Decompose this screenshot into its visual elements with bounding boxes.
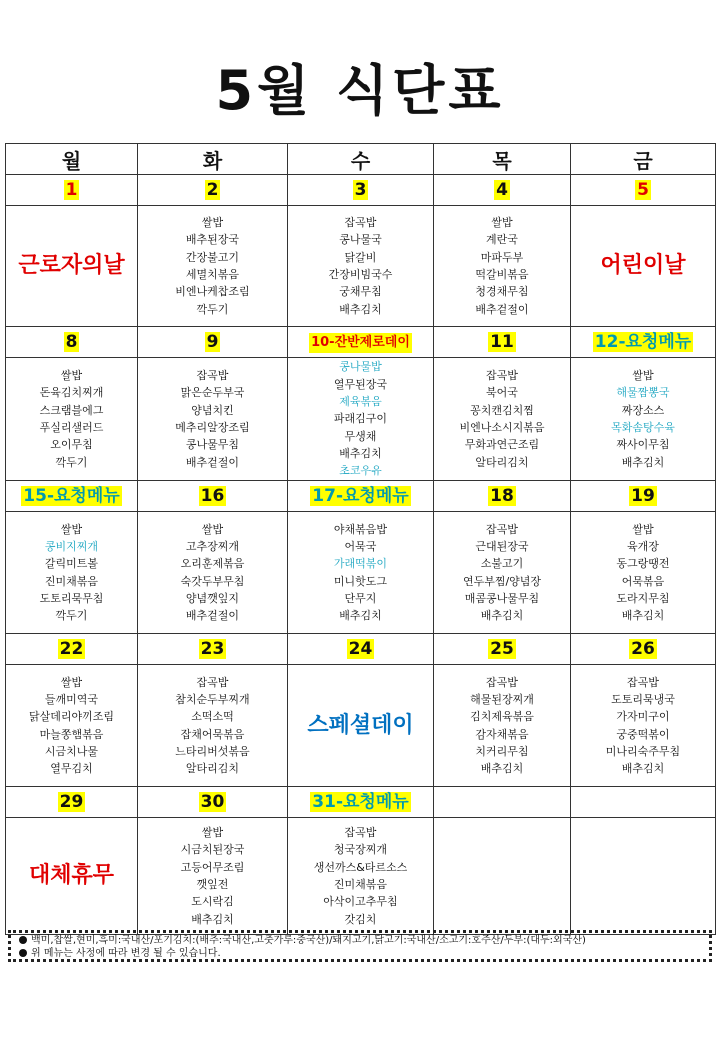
meal-cell bbox=[434, 665, 571, 787]
weekday-thu: 목 bbox=[434, 144, 571, 175]
menu-item: 들깨미역국 bbox=[44, 692, 99, 706]
meal-cell bbox=[138, 512, 288, 634]
date-label: 12-요청메뉴 bbox=[594, 332, 692, 352]
menu-item: 간장비빔국수 bbox=[328, 268, 393, 281]
menu-item: 배추김치 bbox=[339, 609, 382, 623]
menu-item: 미니핫도그 bbox=[333, 574, 388, 588]
menu-item: 쌀밥 bbox=[201, 826, 224, 840]
menu-item: 잡채어묵볶음 bbox=[180, 727, 245, 741]
menu-item: 초코우유 bbox=[339, 464, 382, 478]
menu-item: 쌀밥 bbox=[60, 369, 83, 383]
meal-row bbox=[6, 358, 716, 481]
date-cell bbox=[288, 327, 434, 358]
meal-cell bbox=[6, 665, 138, 787]
menu-item: 무생채 bbox=[344, 429, 377, 443]
menu-item: 파래김구이 bbox=[333, 412, 388, 426]
menu-item: 콩나물무침 bbox=[185, 438, 240, 452]
meal-cell bbox=[571, 512, 716, 634]
menu-item: 알타리김치 bbox=[475, 455, 529, 469]
menu-item: 쌀밥 bbox=[201, 522, 224, 536]
meal-cell bbox=[6, 206, 138, 327]
menu-item: 깍두기 bbox=[55, 455, 88, 469]
meal-row bbox=[6, 206, 716, 327]
page-title: 5월 식단표 bbox=[215, 59, 505, 122]
menu-item: 느타리버섯볶음 bbox=[175, 744, 250, 758]
menu-item: 닭갈비 bbox=[344, 250, 377, 264]
special-day-label: 대체휴무 bbox=[28, 863, 114, 889]
menu-item: 양념깻잎지 bbox=[185, 591, 240, 605]
menu-item: 단무지 bbox=[344, 591, 377, 605]
menu-item: 잡곡밥 bbox=[486, 369, 518, 383]
change-note: 위 메뉴는 사정에 따라 변경 될 수 있습니다. bbox=[31, 948, 221, 959]
meal-cell bbox=[571, 358, 716, 481]
date-row bbox=[6, 175, 716, 206]
meal-cell bbox=[138, 818, 288, 935]
menu-item: 어묵국 bbox=[344, 539, 377, 553]
menu-item: 어묵볶음 bbox=[621, 574, 665, 588]
menu-item: 배추겉절이 bbox=[185, 455, 240, 469]
menu-item: 떡갈비볶음 bbox=[475, 268, 529, 281]
menu-item: 배추김치 bbox=[191, 912, 234, 926]
special-day-label: 스페셜데이 bbox=[307, 712, 414, 738]
meal-cell bbox=[6, 512, 138, 634]
menu-item: 청국장찌개 bbox=[333, 843, 388, 857]
menu-item: 배추된장국 bbox=[185, 233, 240, 247]
date-label: 1 bbox=[65, 180, 78, 200]
menu-item: 매콤콩나물무침 bbox=[464, 591, 540, 605]
menu-item: 잡곡밥 bbox=[344, 216, 377, 230]
date-label: 15-요청메뉴 bbox=[23, 486, 120, 506]
meal-row bbox=[6, 512, 716, 634]
menu-item: 잡곡밥 bbox=[486, 675, 518, 689]
menu-item: 잡곡밥 bbox=[486, 522, 518, 536]
menu-item: 맑은순두부국 bbox=[180, 386, 245, 400]
menu-item: 근대된장국 bbox=[475, 539, 529, 553]
date-cell bbox=[288, 634, 434, 665]
date-label: 10-잔반제로데이 bbox=[309, 333, 412, 353]
date-cell bbox=[288, 175, 434, 206]
date-label: 25 bbox=[490, 639, 514, 659]
date-cell bbox=[138, 481, 288, 512]
date-cell bbox=[434, 327, 571, 358]
date-label: 30 bbox=[200, 792, 225, 812]
menu-item: 비엔나케찹조림 bbox=[175, 285, 250, 299]
menu-item: 도라지무침 bbox=[616, 591, 670, 605]
menu-item: 배추겉절이 bbox=[475, 302, 529, 316]
menu-item: 계란국 bbox=[486, 233, 518, 247]
menu-item: 쌀밥 bbox=[632, 369, 654, 383]
meal-cell bbox=[434, 818, 571, 935]
menu-item: 비엔나소시지볶음 bbox=[459, 421, 545, 434]
menu-item: 푸실리샐러드 bbox=[39, 421, 104, 434]
menu-item: 열무된장국 bbox=[333, 377, 388, 391]
menu-item: 청경채무침 bbox=[475, 285, 529, 299]
menu-item: 마파두부 bbox=[480, 250, 524, 264]
menu-item: 콩나물국 bbox=[339, 233, 382, 247]
date-cell bbox=[6, 787, 138, 818]
menu-item: 열무김치 bbox=[50, 762, 93, 776]
menu-item: 치커리무침 bbox=[475, 744, 529, 758]
menu-item: 배추김치 bbox=[621, 762, 665, 776]
date-label: 26 bbox=[631, 639, 655, 659]
meal-cell bbox=[288, 206, 434, 327]
menu-item: 숙갓두부무침 bbox=[180, 574, 245, 588]
menu-item: 무화과연근조림 bbox=[464, 438, 540, 452]
menu-item: 동그랑땡전 bbox=[616, 557, 670, 571]
date-label: 19 bbox=[631, 486, 655, 506]
weekday-wed: 수 bbox=[288, 144, 434, 175]
date-row bbox=[6, 787, 716, 818]
menu-item: 북어국 bbox=[486, 386, 518, 400]
menu-item: 쌀밥 bbox=[491, 216, 513, 230]
meal-cell bbox=[288, 665, 434, 787]
menu-item: 메추리알장조림 bbox=[175, 421, 250, 434]
date-cell bbox=[6, 634, 138, 665]
meal-calendar-table bbox=[5, 143, 716, 935]
menu-item: 잡곡밥 bbox=[196, 675, 229, 689]
date-label: 18 bbox=[490, 486, 514, 506]
meal-cell bbox=[434, 206, 571, 327]
meal-row bbox=[6, 818, 716, 935]
menu-item: 콩나물밥 bbox=[339, 360, 382, 374]
date-cell bbox=[6, 327, 138, 358]
menu-item: 육개장 bbox=[627, 539, 659, 553]
change-note-row bbox=[19, 947, 709, 960]
origin-note: 백미,찹쌀,현미,흑미:국내산/포기김치:(배추:국내산,고춧가루:중국산)/돼지고기,닭고기:국내산/소고기:호주산/두부:(대두:외국산) bbox=[31, 935, 586, 946]
menu-item: 김치제육볶음 bbox=[470, 710, 534, 724]
menu-item: 궁중떡볶이 bbox=[616, 727, 670, 741]
meal-cell bbox=[6, 358, 138, 481]
menu-item: 도시락김 bbox=[191, 895, 234, 909]
menu-item: 알타리김치 bbox=[185, 762, 240, 776]
meal-cell bbox=[571, 818, 716, 935]
menu-item: 배추김치 bbox=[339, 446, 382, 460]
menu-item: 잡곡밥 bbox=[627, 675, 659, 689]
menu-item: 배추김치 bbox=[480, 762, 524, 776]
menu-item: 간장불고기 bbox=[185, 250, 240, 264]
date-label: 4 bbox=[496, 180, 508, 200]
date-label: 17-요청메뉴 bbox=[312, 486, 409, 506]
date-label: 29 bbox=[59, 792, 84, 812]
meal-cell bbox=[138, 665, 288, 787]
menu-item: 제육볶음 bbox=[339, 395, 382, 409]
date-label: 31-요청메뉴 bbox=[312, 792, 409, 812]
menu-item: 배추겉절이 bbox=[185, 609, 240, 623]
menu-item: 깍두기 bbox=[55, 609, 88, 623]
meal-cell bbox=[571, 665, 716, 787]
bullet-icon bbox=[19, 936, 27, 944]
menu-item: 진미채볶음 bbox=[44, 574, 99, 588]
menu-item: 세멸치볶음 bbox=[185, 268, 240, 281]
menu-item: 양념치킨 bbox=[191, 403, 234, 417]
menu-item: 오리훈제볶음 bbox=[180, 557, 245, 571]
date-row bbox=[6, 327, 716, 358]
date-cell bbox=[434, 634, 571, 665]
menu-item: 닭살데리야끼조림 bbox=[28, 710, 114, 724]
menu-item: 참치순두부찌개 bbox=[175, 692, 250, 706]
weekday-mon: 월 bbox=[6, 144, 138, 175]
menu-item: 깻잎전 bbox=[196, 878, 229, 891]
menu-item: 스크램블에그 bbox=[39, 403, 104, 417]
menu-item: 아삭이고추무침 bbox=[323, 895, 398, 909]
menu-item: 진미채볶음 bbox=[333, 878, 388, 891]
menu-item: 갓김치 bbox=[344, 912, 377, 926]
date-cell bbox=[571, 634, 716, 665]
bullet-icon bbox=[19, 949, 27, 957]
menu-item: 짜사이무침 bbox=[616, 438, 670, 452]
meal-cell bbox=[288, 358, 434, 481]
menu-item: 해물된장찌개 bbox=[470, 692, 534, 706]
menu-item: 갈릭미트볼 bbox=[44, 557, 99, 571]
menu-item: 고추장찌개 bbox=[185, 539, 240, 553]
meal-cell bbox=[138, 358, 288, 481]
date-cell bbox=[434, 175, 571, 206]
date-cell bbox=[6, 481, 138, 512]
date-label: 16 bbox=[200, 486, 225, 506]
date-cell bbox=[434, 481, 571, 512]
menu-item: 배추김치 bbox=[339, 302, 382, 316]
weekday-tue: 화 bbox=[138, 144, 288, 175]
meal-cell bbox=[571, 206, 716, 327]
menu-item: 쌀밥 bbox=[60, 522, 83, 536]
menu-item: 가자미구이 bbox=[616, 710, 670, 724]
menu-item: 소불고기 bbox=[480, 557, 524, 571]
menu-item: 잡곡밥 bbox=[196, 369, 229, 383]
menu-item: 소떡소떡 bbox=[191, 710, 234, 724]
menu-item: 궁채무침 bbox=[339, 285, 382, 299]
meal-row bbox=[6, 665, 716, 787]
date-cell bbox=[571, 787, 716, 818]
notice-box bbox=[8, 930, 712, 962]
date-row bbox=[6, 481, 716, 512]
date-cell bbox=[571, 175, 716, 206]
date-label: 23 bbox=[200, 639, 225, 659]
date-cell bbox=[138, 327, 288, 358]
date-cell bbox=[288, 787, 434, 818]
date-label: 8 bbox=[65, 332, 78, 352]
date-cell bbox=[434, 787, 571, 818]
menu-item: 해물짬뽕국 bbox=[616, 386, 670, 400]
meal-cell bbox=[434, 358, 571, 481]
date-cell bbox=[571, 481, 716, 512]
weekday-header-row bbox=[6, 144, 716, 175]
meal-cell bbox=[138, 206, 288, 327]
meal-cell bbox=[6, 818, 138, 935]
meal-cell bbox=[288, 818, 434, 935]
weekday-fri: 금 bbox=[571, 144, 716, 175]
menu-item: 배추김치 bbox=[480, 609, 524, 623]
date-row bbox=[6, 634, 716, 665]
menu-item: 목화솜탕수육 bbox=[611, 421, 675, 434]
date-label: 5 bbox=[637, 180, 649, 200]
date-label: 24 bbox=[348, 639, 373, 659]
special-day-label: 어린이날 bbox=[600, 253, 686, 279]
date-label: 22 bbox=[59, 639, 84, 659]
menu-item: 고등어무조림 bbox=[180, 860, 245, 874]
menu-item: 쌀밥 bbox=[201, 216, 224, 230]
menu-item: 도토리묵무침 bbox=[39, 591, 104, 605]
meal-cell bbox=[434, 512, 571, 634]
menu-item: 도토리묵냉국 bbox=[611, 692, 675, 706]
date-cell bbox=[138, 175, 288, 206]
date-label: 3 bbox=[354, 180, 367, 200]
menu-item: 오이무침 bbox=[50, 438, 93, 452]
date-label: 11 bbox=[490, 332, 514, 352]
menu-item: 배추김치 bbox=[621, 609, 665, 623]
menu-item: 야채볶음밥 bbox=[333, 522, 388, 536]
menu-item: 감자채볶음 bbox=[475, 727, 529, 741]
date-label: 2 bbox=[206, 180, 219, 200]
menu-item: 미나리숙주무침 bbox=[605, 744, 681, 758]
menu-item: 쌀밥 bbox=[632, 522, 654, 536]
date-cell bbox=[6, 175, 138, 206]
date-cell bbox=[138, 634, 288, 665]
menu-item: 시금치된장국 bbox=[180, 843, 245, 857]
menu-item: 깍두기 bbox=[196, 302, 229, 316]
menu-item: 시금치나물 bbox=[44, 744, 99, 758]
menu-item: 꽁치캔김치찜 bbox=[470, 403, 534, 417]
date-cell bbox=[138, 787, 288, 818]
menu-item: 가래떡볶이 bbox=[333, 557, 388, 571]
menu-item: 짜장소스 bbox=[621, 403, 665, 417]
date-label: 9 bbox=[206, 332, 219, 352]
menu-item: 연두부찜/양념장 bbox=[462, 574, 542, 588]
special-day-label: 근로자의날 bbox=[18, 253, 125, 279]
menu-item: 마늘쫑햄볶음 bbox=[39, 727, 104, 741]
menu-item: 쌀밥 bbox=[60, 675, 83, 689]
meal-cell bbox=[288, 512, 434, 634]
date-cell bbox=[571, 327, 716, 358]
menu-item: 생선까스&타르소스 bbox=[313, 860, 408, 874]
menu-item: 돈육김치찌개 bbox=[39, 386, 104, 400]
date-cell bbox=[288, 481, 434, 512]
origin-note-row bbox=[19, 934, 709, 947]
menu-item: 잡곡밥 bbox=[344, 826, 377, 840]
menu-item: 배추김치 bbox=[621, 455, 665, 469]
menu-item: 콩비지찌개 bbox=[44, 539, 99, 553]
